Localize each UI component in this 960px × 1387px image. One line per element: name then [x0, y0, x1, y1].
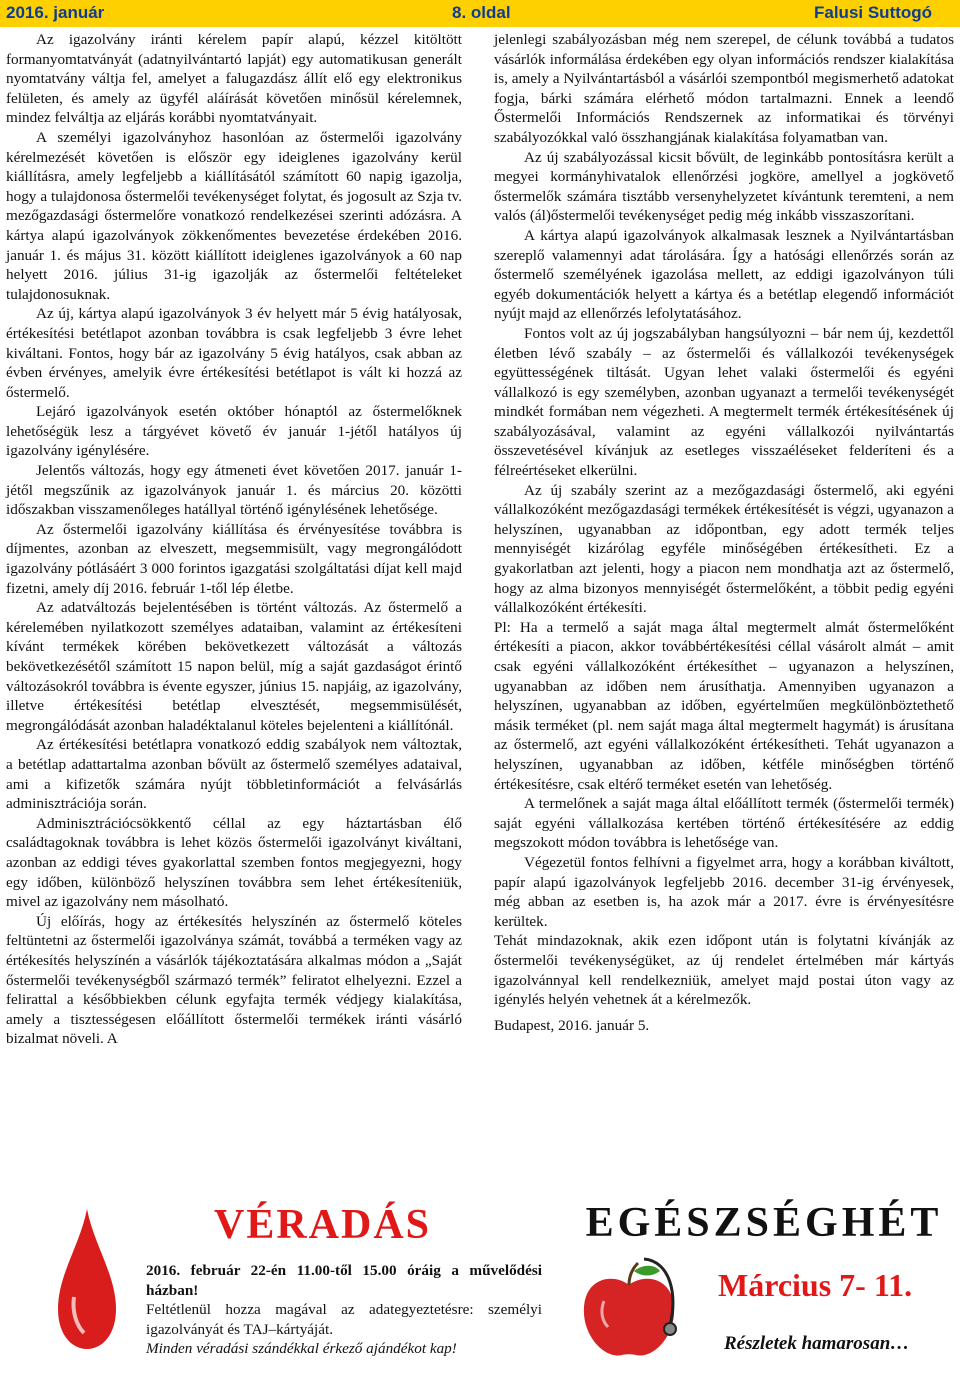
blood-donation-details [146, 1261, 542, 1359]
paragraph: Az adatváltozás bejelentésében is történt változás. Az őstermelő a kérelemében nyilatkozott személyes adataiban, valamint az értékesíteni kívánt termékek körében bekövetkezett változását a változás bekövetkezésétől számított 15 napon belül, míg a saját gazdaságot érintő változásokról továbbra is évente egyszer, június 15. napjáig, az igazolvány, illetve értékesítési betétlap elvesztését, megsemmisülését, megrongálódását azonban haladéktalanul köteles bejelenteni a kiállítónál. [6, 599, 462, 734]
blood-drop-icon [52, 1205, 122, 1353]
donation-gift-note: Minden véradási szándékkal érkező ajándékot kap! [146, 1340, 457, 1358]
donation-date-location: 2016. február 22-én 11.00-től 15.00 óráig a művelődési házban! [146, 1262, 542, 1299]
signature-line: Budapest, 2016. január 5. [494, 1016, 650, 1034]
left-article-column [6, 30, 462, 1049]
paragraph: A személyi igazolványhoz hasonlóan az őstermelői igazolvány kérelmezését követően is először egy ideiglenes igazolvány kerül kiállításra, amely legfeljebb a kiállításától számított 60 napig igazolja, hogy a tulajdonosa őstermelői tevékenységet folytat, és jogosult az Szja tv. mezőgazdasági őstermelőre vonatkozó rendelkezései szerinti adózásra. A kártya alapú igazolványok zökkenőmentes bevezetése érdekében 2016. január 1. és május 31. között kiállított ideiglenes igazolványok a 60 nap helyett 2016. július 31-ig igazolják az őstermelői feltételeket tulajdonosuknak. [6, 128, 462, 303]
donation-requirements: Feltétlenül hozza magával az adategyeztetésre: személyi igazolványát és TAJ–kártyáját. [146, 1301, 542, 1338]
blood-donation-title: VÉRADÁS [214, 1202, 432, 1248]
health-week-ad [570, 1195, 958, 1373]
paragraph: Az igazolvány iránti kérelem papír alapú, kézzel kitöltött formanyomtatványát (adatnyilvántartó lapját) egy automatikusan generált nyomtatvány váltja fel, amelyet a falugazdász állít elő egy elektronikus felületen, és amely az ügyfél aláírását követően minősül kérelemnek, mindez felváltja az eljárás korábbi nyomtatványait. [6, 31, 462, 127]
paragraph: Az új szabályozással kicsit bővült, de leginkább pontosításra került a megyei kormányhivatalok ellenőrzési jogköre, amellyel a jogkövető őstermelők számára tisztább versenyhelyzetet kívántunk teremteni, a nem valós (ál)őstermelői tevékenységet pedig még inkább visszaszorítani. [494, 148, 954, 225]
header-page-number: 8. oldal [452, 3, 511, 22]
paragraph: Az új, kártya alapú igazolványok 3 év helyett már 5 évig hatályosak, értékesítési betétlapot azonban továbbra is csak legfeljebb 3 évre lehet kiváltani. Fontos, hogy bár az igazolvány 5 évig hatályos, csak abban az évben érvényes, amelyik évre értékesítési betétlapot is vált ki hozzá az őstermelő. [6, 305, 462, 401]
paragraph: jelenlegi szabályozásban még nem szerepel, de célunk továbbá a tudatos vásárlók informálása érdekében egy olyan információs rendszer kialakítása is, amely a Nyilvántartásból a vásárlói szempontból megismerhető adatokat fogja, bárki számára elérhető módon tartalmazni. Ennek a leendő Őstermelői Információs Rendszernek az informatikai és törvényi szabályozókkal való összhangjának kialakítása folyamatban van. [494, 31, 954, 146]
blood-donation-ad [28, 1195, 548, 1373]
paragraph: Pl: Ha a termelő a saját maga által megtermelt almát őstermelőként értékesíti a piacon, akkor továbbértékesítési céllal vásárolt almát – amit csak egyéni vállalkozóként értékesíthet – ugyanazon a helyszínen, ugyanabban az időben nem árusíthatja. Amennyiben ugyanazon a helyszínen, ugyanabban az időben, egyértelműen megkülönböztethető másik terméket (pl. nem saját maga által megtermelt hagymát) is árusítana az őstermelő, azt egyéni vállalkozóként értékesítheti. Tehát ugyanazon a helyszínen, ugyanabban az időben, kétféle minőségben történő értékesítésre, csak eltérő terméket esetén van lehetőség. [494, 618, 954, 793]
page-header [0, 0, 960, 27]
paragraph: Az értékesítési betétlapra vonatkozó eddig szabályok nem változtak, a betétlap adattartalma azonban bővült az őstermelő személyes adataival, ami a kifizetők számára nyújt többletinformációt a felvásárlás adminisztrációja során. [6, 736, 462, 813]
paragraph: Tehát mindazoknak, akik ezen időpont után is folytatni kívánják az őstermelői tevékenységüket, az új rendelet értelmében már kártyás igazolvánnyal kell rendelkezniük, amelyet majd postai úton vagy az igénylés helyén vehetnek át a kérelmezők. [494, 932, 954, 1009]
paragraph: Adminisztrációcsökkentő céllal az egy háztartásban élő családtagoknak továbbra is lehet közös őstermelői igazolványt kiváltani, azonban az eddigi téves gyakorlattal szemben fontos megjegyezni, hogy egy időben, különböző helyszínen továbbra sem lehet értékesíteniük, mivel az igazolvány nem másolható. [6, 814, 462, 911]
paragraph: Jelentős változás, hogy egy átmeneti évet követően 2017. január 1-jétől megszűnik az igazolványok január 1. és március 20. közötti időszakban visszamenőleges hatállyal történő igénylésének lehetősége. [6, 462, 462, 519]
paragraph: Az új szabály szerint az a mezőgazdasági őstermelő, aki egyéni vállalkozóként mezőgazdasági termékek értékesítését is végzi, ugyanazon a helyszínen, ugyanabban az időpontban, egy adott termék teljes mennyiségét kizárólag egyféle minőségében értékesítheti. Ez a gyakorlatban azt jelenti, hogy a piacon nem mondhatja azt az őstermelő, hogy az alma bizonyos mennyiségét őstermelőként, a többit pedig egyéni vállalkozóként értékesíti. [494, 481, 954, 617]
header-date: 2016. január [6, 3, 105, 22]
health-week-date: Március 7- 11. [718, 1267, 913, 1303]
paragraph: Új előírás, hogy az értékesítés helyszínén az őstermelő köteles feltüntetni az őstermelői igazolványa számát, továbbá a terméken vagy az értékesítés helyszínén a vásárlók tájékoztatására alkalmas módon a „Saját őstermelői tevékenységből származó termék” feliratot elhelyezni. Ezzel a felirattal a későbbiekben célunk egyfajta termék védjegy kialakítása, amely a tisztességesen előállított őstermelői termékek iránti vásárló bizalmat növeli. A [6, 912, 462, 1048]
paragraph: A termelőnek a saját maga által előállított termék (őstermelői termék) saját egyéni vállalkozása kertében történő értékesítésére az eddig megszokott módon továbbra is lehetősége van. [494, 795, 954, 852]
health-week-title: EGÉSZSÉGHÉT [585, 1200, 943, 1246]
health-week-note: Részletek hamarosan… [724, 1333, 910, 1354]
header-publication-name: Falusi Suttogó [814, 3, 933, 22]
paragraph: A kártya alapú igazolványok alkalmasak lesznek a Nyilvántartásban szereplő valamennyi adat tárolására. Így a hatósági ellenőrzés során az őstermelő személyének igazolása mellett, az eddigi igazolványon túli egyéb dokumentációk helyett a kártya és a betétlap elegendő információt nyújt majd az ellenőrzés lefolytatásához. [494, 226, 954, 323]
apple-stethoscope-icon [574, 1255, 684, 1365]
paragraph: Lejáró igazolványok esetén október hónaptól az őstermelőknek lehetőségük lesz a tárgyévet követő év január 1-jétől hatályos új igazolvány igénylésére. [6, 403, 462, 460]
right-article-column [494, 30, 954, 1035]
paragraph: Fontos volt az új jogszabályban hangsúlyozni – bár nem új, kezdettől életben lévő szabály – az őstermelői és vállalkozói tevékenységek együttességének tiltását. Ugyan lehet valaki őstermelői és egyéni vállalkozó is egy személyben, azonban ugyanazt a termelői tevékenységét mindkét formában nem végezheti. A megtermelt termék értékesítésének új szabályozásával, valamint az egyéni vállalkozói nyilvántartás összevetésével kívánjuk az esetleges visszaéléseket felderíteni és a félreértéseket elkerülni. [494, 324, 954, 480]
paragraph: Végezetül fontos felhívni a figyelmet arra, hogy a korábban kiváltott, papír alapú igazolványok legfeljebb 2016. december 31-ig érvényesek, még abban az esetben is, ha azok már a 2017. évre is érvényesítésre kerültek. [494, 853, 954, 930]
paragraph: Az őstermelői igazolvány kiállítása és érvényesítése továbbra is díjmentes, azonban az elveszett, megsemmisült, vagy megrongálódott igazolvány pótlásáért 3 000 forintos igazgatási szolgáltatási díjat kell majd fizetni, amely díj 2016. február 1-től lép életbe. [6, 520, 462, 597]
